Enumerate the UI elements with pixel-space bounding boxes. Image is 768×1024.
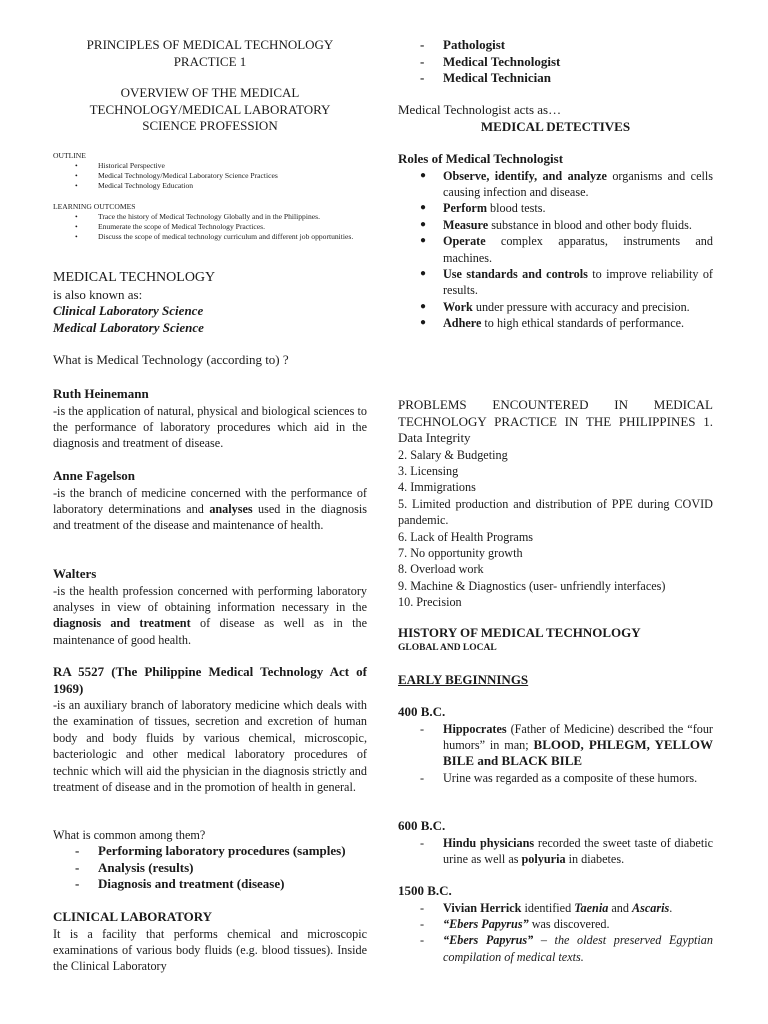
medical-technology-heading: MEDICAL TECHNOLOGY xyxy=(53,270,216,285)
roles-heading: Roles of Medical Technologist xyxy=(398,151,564,166)
roles-section xyxy=(398,151,713,332)
era-1500bc xyxy=(398,883,713,965)
era-item: - Hippocrates (Father of Medicine) described the “four humors” in man; BLOOD, PHLEGM, YELLOW BILE and BLACK BILE xyxy=(420,721,713,770)
walters-name: Walters xyxy=(53,566,97,581)
common-among-section xyxy=(53,827,367,893)
history-heading: HISTORY OF MEDICAL TECHNOLOGY xyxy=(398,625,641,640)
learning-outcomes-label: LEARNING OUTCOMES xyxy=(53,202,136,211)
ruth-heinemann-name: Ruth Heinemann xyxy=(53,386,149,401)
common-list xyxy=(53,843,367,893)
problem-item: 9. Machine & Diagnostics (user- unfriendly interfaces) xyxy=(398,578,666,593)
era-item: - Vivian Herrick identified Taenia and Ascaris. xyxy=(420,900,713,916)
anne-fagelson-definition xyxy=(53,468,367,534)
outline-item: • Medical Technology Education xyxy=(75,181,367,191)
clinical-laboratory-section xyxy=(53,909,367,975)
problem-item: 6. Lack of Health Programs xyxy=(398,529,534,544)
learning-outcome-item: • Trace the history of Medical Technology Globally and in the Philippines. xyxy=(75,212,367,222)
ra-5527-text: -is an auxiliary branch of laboratory medicine which deals with the examination of tissues, secretion and excretion of human body and body fluids by various chemical, microscopic, bacteriologic and other medical laboratory procedures of technic which will aid the physician in the diagnosis strictly and treatment of disease and in the promotion of health in general. xyxy=(53,698,367,795)
lab-staff-list xyxy=(398,37,735,87)
problem-item: 3. Licensing xyxy=(398,463,459,478)
title-line-2: PRACTICE 1 xyxy=(173,53,247,69)
common-item: - Analysis (results) xyxy=(75,860,367,877)
history-subheading: GLOBAL AND LOCAL xyxy=(398,642,497,653)
title-line-1: PRINCIPLES OF MEDICAL TECHNOLOGY xyxy=(86,37,334,52)
ra-5527-definition xyxy=(53,664,367,795)
era-item: - Urine was regarded as a composite of these humors. xyxy=(420,770,713,786)
problem-item: 8. Overload work xyxy=(398,562,484,577)
era-600bc xyxy=(398,818,713,867)
walters-text: -is the health profession concerned with performing laboratory analyses in view of obtaining information necessary in the diagnosis and treatment of disease as well as in the maintenance of good health. xyxy=(53,583,368,647)
role-item: ● Observe, identify, and analyze organisms and cells causing infection and disease. xyxy=(420,168,713,201)
document-title xyxy=(53,37,367,70)
learning-outcomes-list xyxy=(53,212,367,242)
problem-item: 7. No opportunity growth xyxy=(398,545,523,560)
outline-list xyxy=(53,161,367,191)
learning-outcome-item: • Enumerate the scope of Medical Technology Practices. xyxy=(75,222,367,232)
common-item: - Diagnosis and treatment (disease) xyxy=(75,876,367,893)
definition-question: What is Medical Technology (according to) ? xyxy=(53,352,289,367)
walters-definition xyxy=(53,566,367,648)
problem-item: 2. Salary & Budgeting xyxy=(398,447,508,462)
ruth-heinemann-definition xyxy=(53,386,367,452)
overview-heading xyxy=(53,85,367,135)
role-item: ● Use standards and controls to improve reliability of results. xyxy=(420,266,713,299)
alias-2: Medical Laboratory Science xyxy=(53,319,204,335)
clinical-laboratory-heading: CLINICAL LABORATORY xyxy=(53,909,213,924)
ruth-heinemann-text: -is the application of natural, physical and biological sciences to the performance of laboratory procedures which aid in the diagnosis and treatment of disease. xyxy=(53,403,367,451)
detectives-section xyxy=(398,102,713,135)
anne-fagelson-name: Anne Fagelson xyxy=(53,468,135,483)
era-item: - Hindu physicians recorded the sweet taste of diabetic urine as well as polyuria in diabetes. xyxy=(420,835,713,868)
era-label: 600 B.C. xyxy=(398,818,446,833)
overview-line-1: OVERVIEW OF THE MEDICAL xyxy=(120,85,300,100)
problems-heading: PROBLEMS ENCOUNTERED IN MEDICAL TECHNOLOGY PRACTICE IN THE PHILIPPINES 1. Data Integrity xyxy=(398,397,713,445)
common-question: What is common among them? xyxy=(53,828,206,842)
roles-list xyxy=(398,168,713,332)
outline-item: • Historical Perspective xyxy=(75,161,367,171)
era-400bc xyxy=(398,704,713,786)
history-section xyxy=(398,625,713,654)
era-label: 400 B.C. xyxy=(398,704,446,719)
learning-outcomes-section xyxy=(53,202,367,242)
anne-fagelson-text: -is the branch of medicine concerned with the performance of laboratory determinations and analyses used in the diagnosis and treatment of the disease and maintenance of health. xyxy=(53,485,367,533)
era-1500bc-list xyxy=(398,900,713,966)
learning-outcome-item: • Discuss the scope of medical technology curriculum and different job opportunities. xyxy=(75,232,367,242)
role-item: ● Work under pressure with accuracy and precision. xyxy=(420,299,713,315)
era-600bc-list xyxy=(398,835,713,868)
era-item: - “Ebers Papyrus” was discovered. xyxy=(420,916,713,932)
outline-label: OUTLINE xyxy=(53,151,86,160)
lab-staff-item: - Medical Technologist xyxy=(420,54,735,71)
ra-5527-name: RA 5527 (The Philippine Medical Technology Act of 1969) xyxy=(53,664,367,696)
problem-item: 10. Precision xyxy=(398,595,462,610)
role-item: ● Measure substance in blood and other body fluids. xyxy=(420,217,713,233)
overview-line-3: SCIENCE PROFESSION xyxy=(142,118,278,133)
era-item: - “Ebers Papyrus” – the oldest preserved Egyptian compilation of medical texts. xyxy=(420,932,713,965)
era-label: 1500 B.C. xyxy=(398,883,452,898)
acts-as-text: Medical Technologist acts as… xyxy=(398,102,562,117)
clinical-laboratory-text: It is a facility that performs chemical and microscopic examinations of various body fluids (e.g. blood tissues). Inside the Clinical Laboratory xyxy=(53,926,367,974)
problems-section xyxy=(398,397,713,611)
role-item: ● Operate complex apparatus, instruments and machines. xyxy=(420,233,713,266)
overview-line-2: TECHNOLOGY/MEDICAL LABORATORY xyxy=(89,101,331,117)
lab-staff-item: - Medical Technician xyxy=(420,70,735,87)
role-item: ● Perform blood tests. xyxy=(420,200,713,216)
era-400bc-list xyxy=(398,721,713,787)
outline-section xyxy=(53,151,367,191)
medical-technology-section xyxy=(53,270,367,336)
also-known-as: is also known as: xyxy=(53,286,143,302)
problem-item: 5. Limited production and distribution of PPE during COVID pandemic. xyxy=(398,496,713,528)
lab-staff-item: - Pathologist xyxy=(420,37,735,54)
early-beginnings-heading: EARLY BEGINNINGS xyxy=(398,672,529,687)
medical-detectives-heading: MEDICAL DETECTIVES xyxy=(480,118,631,134)
problem-item: 4. Immigrations xyxy=(398,480,476,495)
role-item: ● Adhere to high ethical standards of performance. xyxy=(420,315,713,331)
outline-item: • Medical Technology/Medical Laboratory Science Practices xyxy=(75,171,367,181)
common-item: - Performing laboratory procedures (samples) xyxy=(75,843,367,860)
alias-1: Clinical Laboratory Science xyxy=(53,303,204,318)
